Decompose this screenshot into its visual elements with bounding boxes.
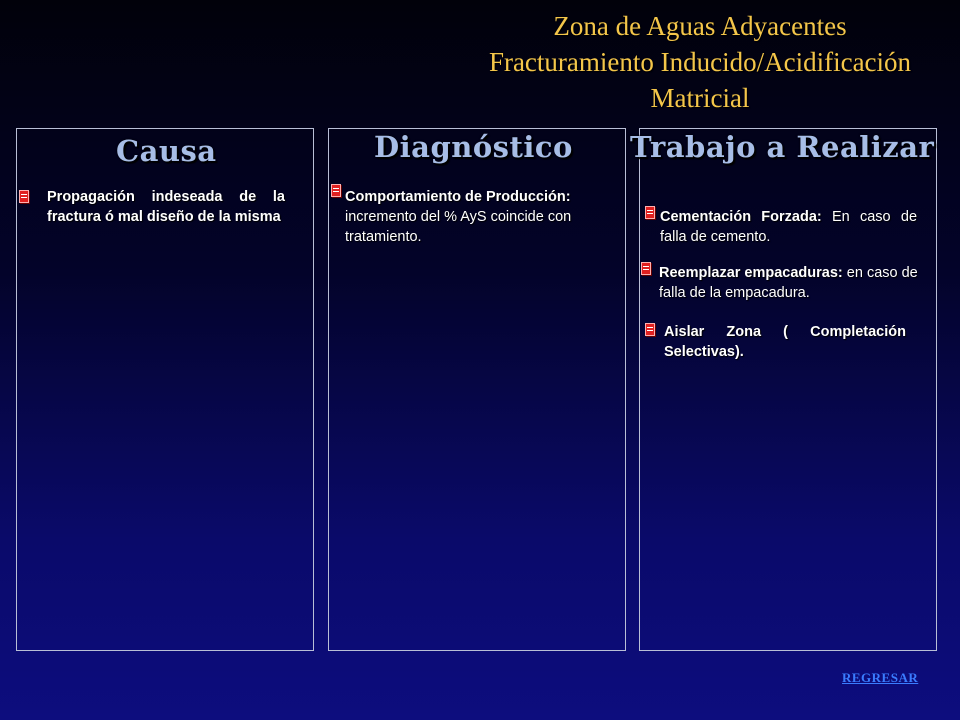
title-line-3: Matricial — [650, 83, 750, 113]
diagnostico-heading: Diagnóstico — [374, 130, 573, 164]
diagnostico-item-bold: Comportamiento de Producción: — [345, 189, 571, 205]
regresar-link[interactable]: REGRESAR — [842, 670, 919, 685]
causa-heading: Causa — [116, 134, 217, 168]
trabajo-item-2 — [659, 263, 921, 303]
diagnostico-item — [345, 187, 630, 247]
causa-item — [47, 187, 285, 227]
red-notebook-bullet-icon — [641, 262, 651, 275]
trabajo-item-2-bold: Reemplazar empacaduras: — [659, 265, 843, 281]
red-notebook-bullet-icon — [331, 184, 341, 197]
causa-item-text: Propagación indeseada de la fractura ó mal diseño de la misma — [47, 189, 285, 225]
trabajo-item-1-text: En caso de falla de cemento. — [660, 209, 918, 245]
trabajo-item-1-bold: Cementación Forzada: — [660, 209, 822, 225]
trabajo-item-3-bold: Aislar Zona ( Completación Selectivas). — [664, 324, 906, 360]
trabajo-item-2-text: en caso de falla de la empacadura. — [659, 265, 918, 301]
trabajo-item-3 — [664, 322, 906, 362]
red-notebook-bullet-icon — [19, 190, 29, 203]
red-notebook-bullet-icon — [645, 323, 655, 336]
red-notebook-bullet-icon — [645, 206, 655, 219]
trabajo-heading: Trabajo a Realizar — [630, 130, 935, 164]
title-line-1: Zona de Aguas Adyacentes — [553, 11, 847, 41]
slide-title — [440, 8, 960, 116]
trabajo-item-1 — [660, 207, 917, 247]
diagnostico-item-text: incremento del % AyS coincide con tratamiento. — [345, 209, 572, 245]
title-line-2: Fracturamiento Inducido/Acidificación — [488, 47, 912, 77]
